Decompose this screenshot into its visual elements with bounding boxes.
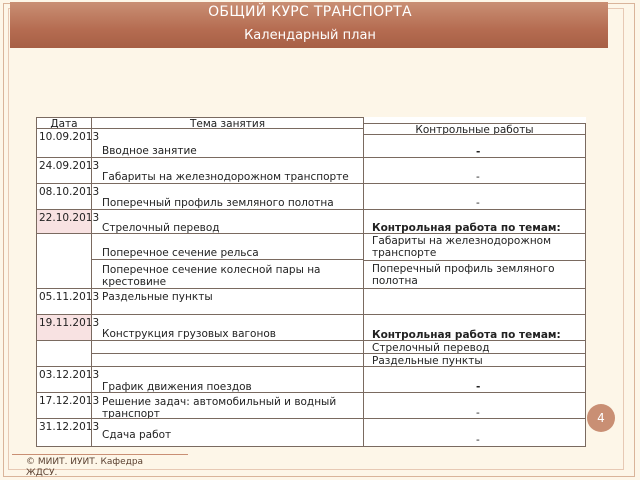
control-cell: Габариты на железнодорожном транспорте: [363, 233, 586, 261]
topic-cell: Сдача работ: [91, 418, 364, 447]
control-cell: -: [363, 418, 586, 447]
control-cell: -: [363, 366, 586, 393]
topic-cell: Поперечное сечение рельса: [91, 233, 364, 260]
date-cell-empty: [36, 233, 92, 289]
topic-cell: График движения поездов: [91, 366, 364, 393]
control-cell: -: [363, 157, 586, 184]
date-cell: 08.10.2013: [36, 183, 92, 210]
topic-cell: Раздельные пункты: [91, 288, 364, 315]
page-subtitle: Календарный план: [244, 28, 376, 43]
date-cell: 17.12.2013: [36, 392, 92, 419]
control-cell-empty: [363, 288, 586, 315]
footer-divider: [12, 454, 188, 455]
control-cell: Контрольная работа по темам:: [363, 209, 586, 234]
schedule-table: [36, 117, 586, 447]
topic-cell-empty: [91, 353, 364, 367]
footer-text: © МИИТ. ИУИТ. Кафедра ЖДСУ.: [26, 457, 144, 478]
control-cell: -: [363, 134, 586, 158]
date-cell-empty: [36, 340, 92, 367]
date-cell: 03.12.2013: [36, 366, 92, 393]
topic-cell: Вводное занятие: [91, 128, 364, 158]
page-title: ОБЩИЙ КУРС ТРАНСПОРТА: [208, 4, 412, 20]
date-cell: 24.09.2013: [36, 157, 92, 184]
control-cell: Контрольная работа по темам:: [363, 314, 586, 341]
topic-cell: Стрелочный перевод: [91, 209, 364, 234]
control-cell: -: [363, 392, 586, 419]
control-cell: Стрелочный перевод: [363, 340, 586, 354]
topic-cell: Конструкция грузовых вагонов: [91, 314, 364, 341]
topic-cell: Решение задач: автомобильный и водный транспорт: [91, 392, 364, 419]
date-cell: 10.09.2013: [36, 128, 92, 158]
header-topic: Тема занятия: [91, 117, 364, 129]
date-cell: 22.10.2013: [36, 209, 92, 234]
header-date: Дата: [36, 117, 92, 129]
control-cell: Поперечный профиль земляного полотна: [363, 260, 586, 289]
date-cell: 19.11.2013: [36, 314, 92, 341]
header-control: Контрольные работы: [363, 123, 586, 135]
topic-cell: Поперечный профиль земляного полотна: [91, 183, 364, 210]
date-cell: 05.11.2013: [36, 288, 92, 315]
page-number: 4: [587, 404, 615, 432]
date-cell: 31.12.2013: [36, 418, 92, 447]
topic-cell: Поперечное сечение колесной пары на крестовине: [91, 259, 364, 289]
control-cell: -: [363, 183, 586, 210]
topic-cell: Габариты на железнодорожном транспорте: [91, 157, 364, 184]
control-cell: Раздельные пункты: [363, 353, 586, 367]
topic-cell-empty: [91, 340, 364, 354]
